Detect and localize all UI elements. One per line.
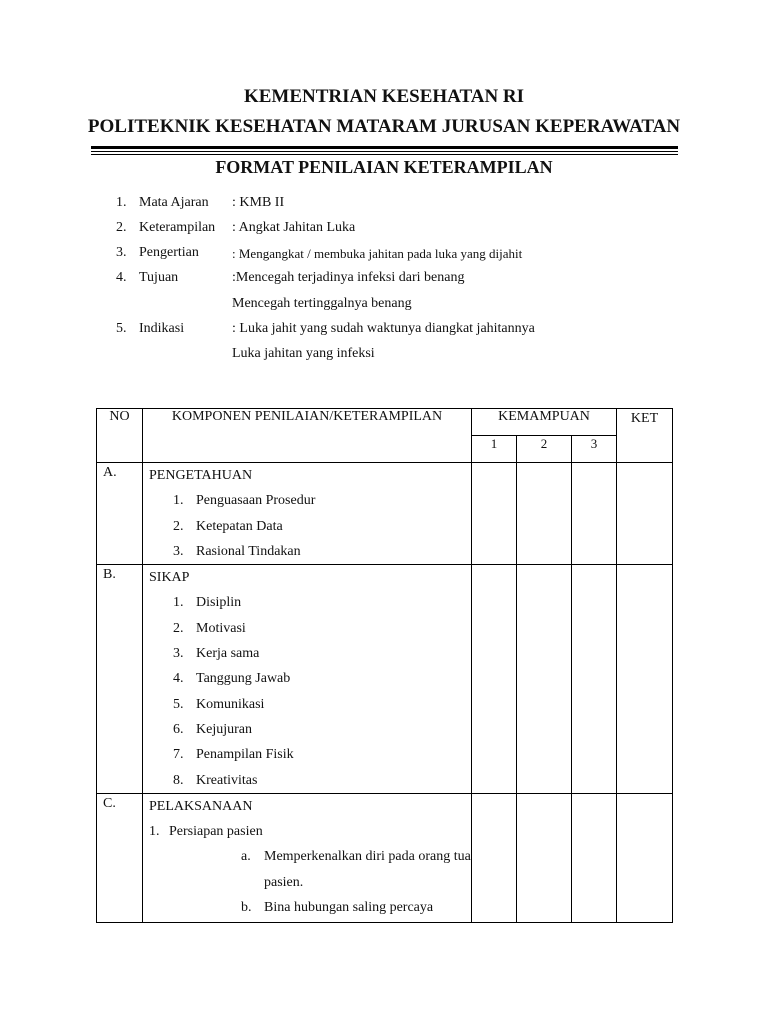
info-number: 1. — [116, 195, 127, 210]
score-cell-1[interactable] — [472, 793, 517, 922]
item-number: 2. — [173, 518, 184, 534]
item-text: Memperkenalkan diri pada orang tua — [264, 849, 471, 865]
section-number: B. — [97, 565, 143, 794]
score-cell-3[interactable] — [572, 793, 617, 922]
item-text: Bina hubungan saling percaya — [264, 900, 434, 916]
info-value: : Luka jahit yang sudah waktunya diangkat jahitannya — [232, 321, 535, 336]
item-text: Kreativitas — [196, 772, 258, 788]
item-text-continued: pasien. — [264, 874, 304, 890]
subsection-text: Persiapan pasien — [169, 824, 263, 840]
info-label: Keterampilan — [139, 220, 216, 235]
header-kemampuan: KEMAMPUAN — [472, 409, 617, 436]
section-title: PENGETAHUAN — [149, 468, 253, 483]
score-cell-2[interactable] — [517, 565, 572, 794]
info-value: : Mengangkat / membuka jahitan pada luka yang dijahit — [232, 246, 523, 261]
info-value-continued: Luka jahitan yang infeksi — [232, 346, 375, 361]
item-number: 3. — [173, 543, 184, 559]
info-number: 2. — [116, 220, 127, 235]
section-title: SIKAP — [149, 570, 190, 586]
info-number: 5. — [116, 321, 127, 336]
item-number: 1. — [173, 595, 184, 611]
info-label: Pengertian — [139, 245, 199, 260]
table-row — [97, 463, 673, 565]
info-value-continued: Mencegah tertinggalnya benang — [232, 296, 412, 311]
score-cell-1[interactable] — [472, 565, 517, 794]
score-cell-2[interactable] — [517, 793, 572, 922]
header-rule-thick — [91, 146, 678, 149]
section-content — [143, 463, 472, 565]
item-number: 6. — [173, 721, 184, 737]
section-number: A. — [97, 463, 143, 565]
header-level-1: 1 — [472, 436, 517, 463]
item-number: 7. — [173, 747, 184, 763]
info-number: 4. — [116, 270, 127, 285]
score-cell-3[interactable] — [572, 565, 617, 794]
info-value: : KMB II — [232, 195, 285, 210]
info-label: Mata Ajaran — [139, 195, 209, 210]
ket-cell[interactable] — [617, 565, 673, 794]
assessment-table — [96, 408, 673, 923]
score-cell-1[interactable] — [472, 463, 517, 565]
header-ket: KET — [617, 409, 673, 463]
ministry-heading: KEMENTRIAN KESEHATAN RI — [243, 86, 525, 107]
header-no: NO — [97, 409, 143, 463]
item-text: Tanggung Jawab — [196, 671, 291, 687]
info-value: :Mencegah terjadinya infeksi dari benang — [232, 270, 465, 285]
item-text: Kejujuran — [196, 721, 252, 737]
section-title: PELAKSANAAN — [149, 798, 253, 814]
item-number: 2. — [173, 620, 184, 636]
item-number: 8. — [173, 772, 184, 788]
score-cell-2[interactable] — [517, 463, 572, 565]
item-text: Disiplin — [196, 595, 242, 611]
info-value: : Angkat Jahitan Luka — [232, 220, 356, 235]
section-content — [143, 565, 472, 794]
item-text: Penampilan Fisik — [196, 747, 294, 763]
item-text: Kerja sama — [196, 646, 260, 662]
ket-cell[interactable] — [617, 463, 673, 565]
institution-heading: POLITEKNIK KESEHATAN MATARAM JURUSAN KEPERAWATAN — [87, 116, 681, 137]
info-label: Tujuan — [139, 270, 179, 285]
table-row — [97, 793, 673, 922]
item-number: 3. — [173, 646, 184, 662]
header-rule-thin — [91, 151, 678, 152]
item-text: Komunikasi — [196, 696, 265, 712]
form-title: FORMAT PENILAIAN KETERAMPILAN — [215, 157, 553, 177]
item-number: 5. — [173, 696, 184, 712]
ket-cell[interactable] — [617, 793, 673, 922]
header-rule-thin — [91, 154, 678, 155]
item-letter: a. — [241, 849, 251, 865]
header-level-2: 2 — [517, 436, 572, 463]
table-row — [97, 565, 673, 794]
item-number: 4. — [173, 671, 184, 687]
info-label: Indikasi — [139, 321, 185, 336]
item-text: Penguasaan Prosedur — [196, 493, 316, 509]
info-number: 3. — [116, 245, 127, 260]
score-cell-3[interactable] — [572, 463, 617, 565]
header-level-3: 3 — [572, 436, 617, 463]
subsection-number: 1. — [149, 824, 160, 840]
item-text: Ketepatan Data — [196, 518, 283, 534]
item-number: 1. — [173, 493, 184, 509]
item-text: Motivasi — [196, 620, 246, 636]
item-text: Rasional Tindakan — [196, 543, 301, 559]
item-letter: b. — [241, 900, 252, 916]
section-number: C. — [97, 793, 143, 922]
header-komponen: KOMPONEN PENILAIAN/KETERAMPILAN — [143, 409, 472, 463]
section-content — [143, 793, 472, 922]
